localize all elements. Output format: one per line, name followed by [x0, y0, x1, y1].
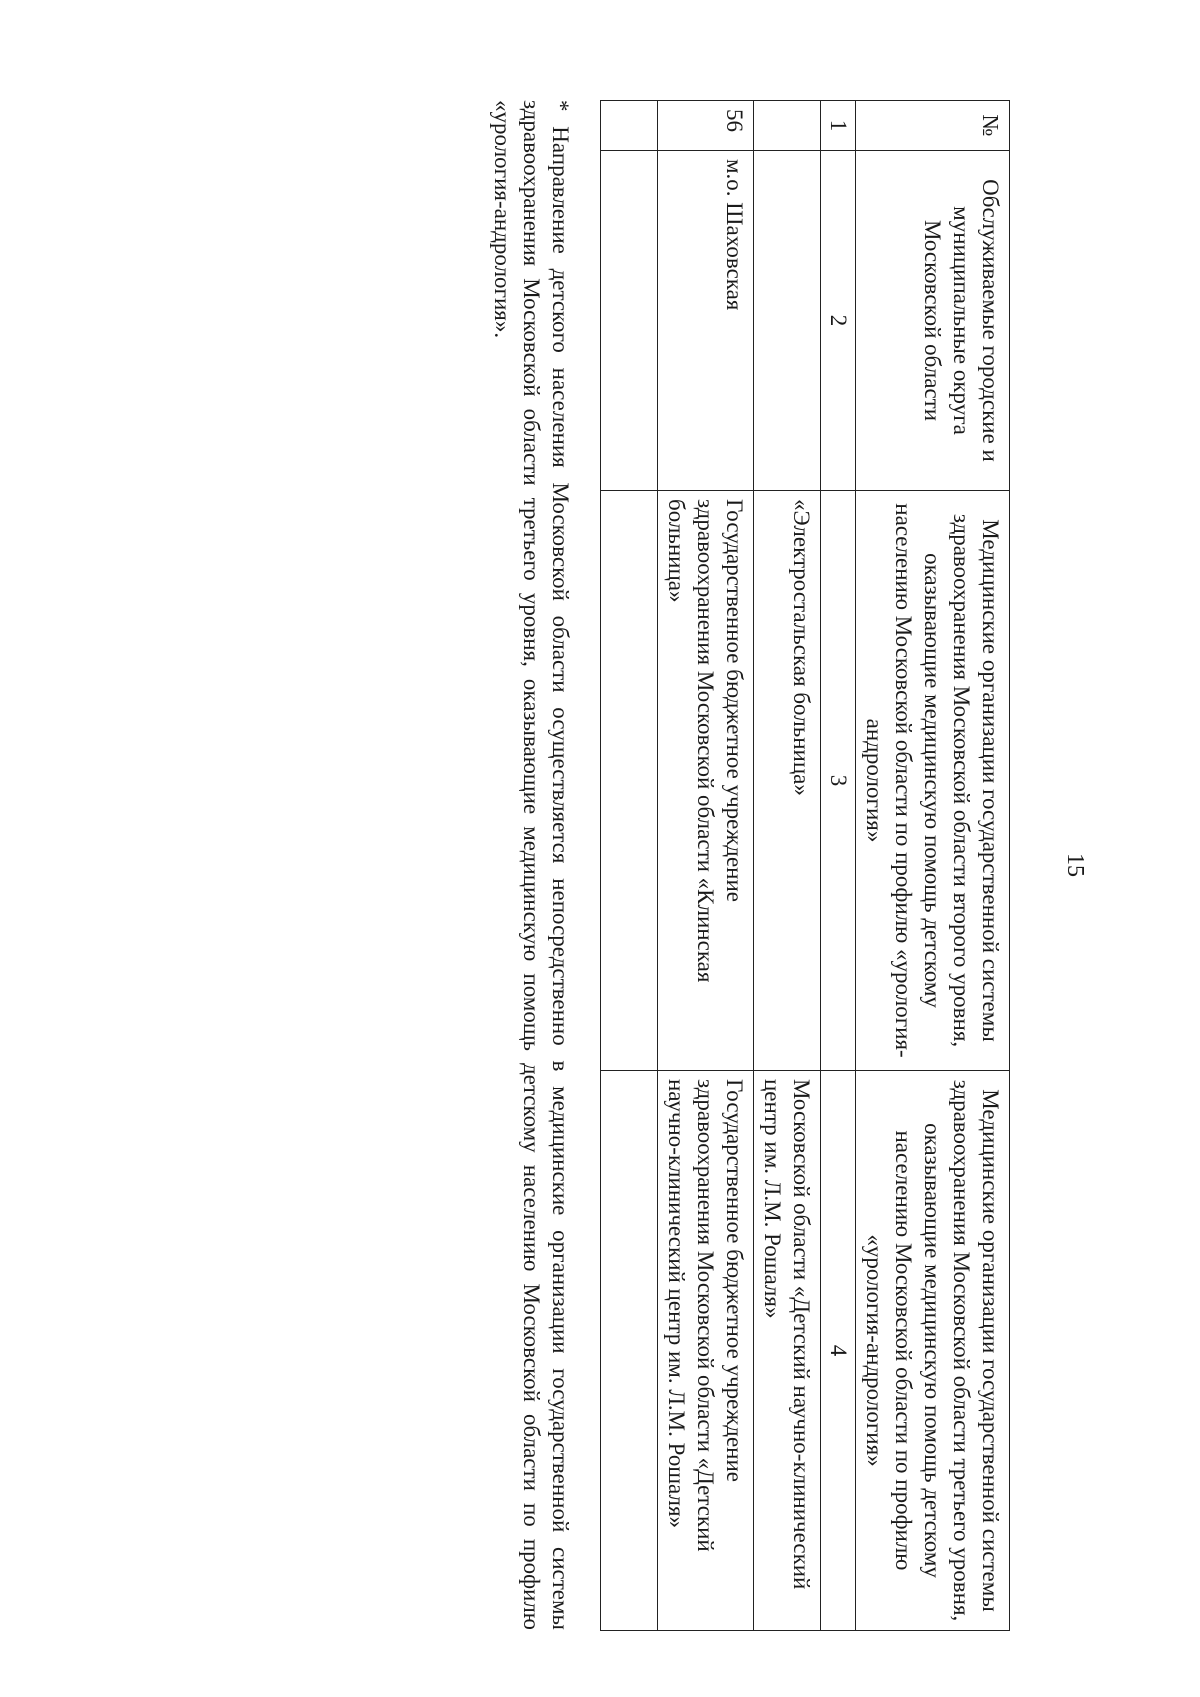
header-number: №	[856, 101, 1010, 151]
row-number: 56	[658, 101, 754, 151]
header-district: Обслуживаемые городские и муниципальные округа Московской области	[856, 151, 1010, 491]
blank-cell	[601, 151, 658, 491]
column-number: 3	[821, 491, 856, 1071]
page-number: 15	[1062, 853, 1088, 877]
header-third-level: Медицинские организации государственной системы здравоохранения Московской области третьего уровня, оказывающие медицинскую помощь детскому населению Московской области по профилю «урология-андрология»	[856, 1071, 1010, 1631]
table-row	[754, 101, 821, 1631]
organizations-table	[600, 100, 1010, 1631]
row-district: м.о. Шаховская	[658, 151, 754, 491]
row-third-level: Государственное бюджетное учреждение здравоохранения Московской области «Детский научно-клинический центр им. Л.М. Рошаля»	[658, 1071, 754, 1631]
column-number-row	[821, 101, 856, 1631]
blank-cell	[601, 1071, 658, 1631]
row-second-level: Государственное бюджетное учреждение здравоохранения Московской области «Клинская больница»	[658, 491, 754, 1071]
column-number: 4	[821, 1071, 856, 1631]
footnote-text: * Направление детского населения Московской области осуществляется непосредственно в медицинские организации государственной системы здравоохранения Московской области третьего уровня, оказывающие медицинскую помощь детскому населению Московской области по профилю «урология-андрология».	[490, 100, 573, 1630]
column-number: 2	[821, 151, 856, 491]
table-row	[658, 101, 754, 1631]
table-header-row	[856, 101, 1010, 1631]
row-second-level: «Электростальская больница»	[754, 491, 821, 1071]
header-second-level: Медицинские организации государственной системы здравоохранения Московской области второго уровня, оказывающие медицинскую помощь детскому населению Московской области по профилю «урология-андрология»	[856, 491, 1010, 1071]
table-blank-row	[601, 101, 658, 1631]
row-number	[754, 101, 821, 151]
rotated-page	[430, 100, 1090, 1630]
blank-cell	[601, 101, 658, 151]
row-district	[754, 151, 821, 491]
footnote	[488, 100, 575, 1630]
column-number: 1	[821, 101, 856, 151]
row-third-level: Московской области «Детский научно-клинический центр им. Л.М. Рошаля»	[754, 1071, 821, 1631]
blank-cell	[601, 491, 658, 1071]
